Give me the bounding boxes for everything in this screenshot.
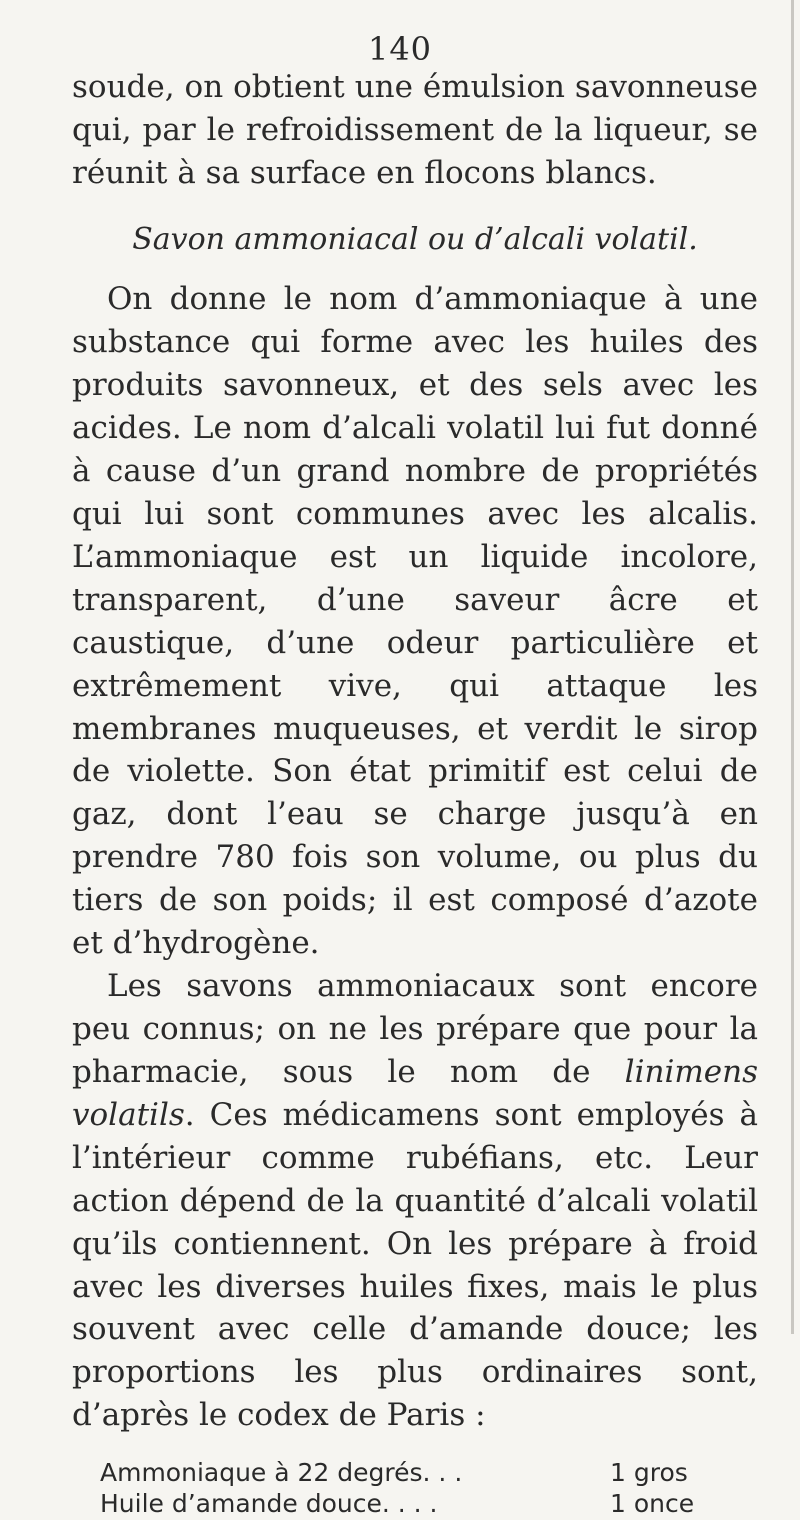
- paragraph-savons-ammoniacaux: [72, 965, 758, 1437]
- recipe-row: [100, 1488, 720, 1519]
- page-number: 140: [367, 30, 433, 68]
- page-body: [72, 66, 758, 1520]
- recipe-quantity: 1 once: [610, 1489, 695, 1519]
- recipe-list: [72, 1457, 758, 1520]
- paragraph-ammoniaque: On donne le nom d’ammoniaque à une substance qui forme avec les huiles des produits savonneux, et des sels avec les acides. Le nom d’alcali volatil lui fut donné à cause d’un grand nombre de propriétés qui lui sont communes avec les alcalis. L’ammoniaque est un liquide incolore, transparent, d’une saveur âcre et caustique, d’une odeur particulière et extrêmement vive, qui attaque les membranes muqueuses, et verdit le sirop de violette. Son état primitif est celui de gaz, dont l’eau se charge jusqu’à en prendre 780 fois son volume, ou plus du tiers de son poids; il est composé d’azote et d’hydrogène.: [72, 281, 758, 962]
- recipe-ingredient: Ammoniaque à 22 degrés. . .: [100, 1458, 463, 1488]
- italic-term: linimens volatils: [72, 1053, 758, 1133]
- page-edge-rule: [791, 0, 794, 1334]
- recipe-quantity: 1 gros: [610, 1458, 688, 1488]
- opening-paragraph: soude, on obtient une émulsion savonneuse qui, par le refroidissement de la liqueur, se réunit à sa surface en flocons blancs.: [72, 69, 758, 191]
- section-title: Savon ammoniacal ou d’alcali volatil.: [132, 221, 698, 257]
- paragraph-text-after: . Ces médicamens sont employés à l’intérieur comme rubéfians, etc. Leur action dépend de la quantité d’alcali volatil qu’ils contiennent. On les prépare à froid avec les diverses huiles fixes, mais le plus souvent avec celle d’amande douce; les proportions les plus ordinaires sont, d’après le codex de Paris :: [72, 1096, 758, 1434]
- recipe-row: [100, 1457, 720, 1488]
- paragraph-text-before: Les savons ammoniacaux sont encore peu connus; on ne les prépare que pour la pharmacie, sous le nom de: [72, 968, 758, 1090]
- recipe-ingredient: Huile d’amande douce. . . .: [100, 1489, 438, 1519]
